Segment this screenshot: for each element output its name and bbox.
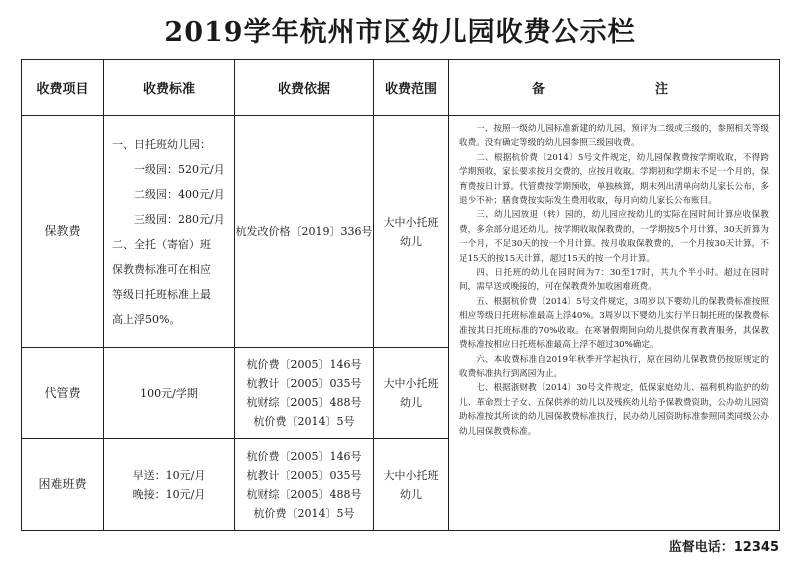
hotline-text: 监督电话：12345 xyxy=(668,540,779,555)
note-paragraph: 四、日托班的幼儿在园时间为7：30至17时，共九个半小时。超过在园时间，需早送或晚接的，可在保教费外加收困难班费。 xyxy=(459,268,769,293)
note-paragraph: 五、根据杭价费〔2014〕5号文件规定，3周岁以下婴幼儿的保教费标准按照相应等级日托班标准最高上浮40%。3周岁以下婴幼儿实行半日制托班的保教费标准按其日托班标准的70%收取。在寒暑假期间向幼儿提供保育教育服务，其保教费标准按相应日托班标准最高上浮不超过30%确定。 xyxy=(459,296,769,351)
scope-line: 大中小托班 xyxy=(383,215,439,229)
basis-line: 杭价费〔2005〕146号 xyxy=(246,358,362,371)
standard-line: 100元/学期 xyxy=(140,386,198,400)
basis-line: 杭价费〔2005〕146号 xyxy=(246,449,362,463)
note-paragraph: 六、本收费标准自2019年秋季开学起执行，原在园幼儿保教费仍按原规定的收费标准执行到离园为止。 xyxy=(459,354,769,379)
header-scope: 收费范围 xyxy=(374,60,449,116)
fee-basis-cell xyxy=(235,439,374,531)
header-item: 收费项目 xyxy=(22,60,104,116)
standard-line: 二、全托（寄宿）班 xyxy=(112,237,211,251)
basis-line: 杭发改价格〔2019〕336号 xyxy=(235,225,373,238)
header-standard: 收费标准 xyxy=(104,60,235,116)
scope-line: 大中小托班 xyxy=(383,377,439,390)
fee-basis-cell xyxy=(235,116,374,348)
fee-standard-cell xyxy=(104,439,235,531)
note-paragraph: 七、根据浙财教〔2014〕30号文件规定，低保家庭幼儿、福利机构监护的幼儿、革命烈士子女、五保供养的幼儿以及残疾幼儿给予保教费资助，公办幼儿园资助标准按其所读的幼儿园保教费标准执行，民办幼儿园资助标准参照同类同级公办幼儿园保教费标准。 xyxy=(459,383,769,437)
table-row xyxy=(22,116,780,348)
standard-line: 二级园：400元/月 xyxy=(134,187,225,201)
standard-line: 一级园：520元/月 xyxy=(134,162,225,176)
basis-line: 杭教计〔2005〕035号 xyxy=(246,468,362,482)
standard-line: 一、日托班幼儿园： xyxy=(112,137,211,151)
header-basis: 收费依据 xyxy=(235,60,374,116)
fee-item-cell: 困难班费 xyxy=(22,439,104,531)
basis-line: 杭财综〔2005〕488号 xyxy=(246,487,362,501)
scope-line: 幼儿 xyxy=(400,396,422,409)
standard-line: 晚接：10元/月 xyxy=(132,487,206,501)
basis-line: 杭财综〔2005〕488号 xyxy=(246,396,362,409)
scope-line: 幼儿 xyxy=(400,234,422,248)
fee-item-cell: 保教费 xyxy=(22,116,104,348)
standard-line: 三级园：280元/月 xyxy=(134,212,225,226)
fee-scope-cell xyxy=(374,439,449,531)
basis-line: 杭教计〔2005〕035号 xyxy=(246,377,362,390)
note-paragraph: 二、根据杭价费〔2014〕5号文件规定，幼儿园保教费按学期收取，不得跨学期预收，家长要求按月交费的，应按月收取。学期初和学期末不足一个月的，保育费按日计算。代管费按学期预收，单独核算，期末列出清单向幼儿家长公布，多退少不补；膳食费按实际发生费用收取，每月向幼儿家长公布账目。 xyxy=(459,152,769,207)
standard-line: 高上浮50%。 xyxy=(112,312,181,326)
basis-line: 杭价费〔2014〕5号 xyxy=(253,506,355,520)
header-row xyxy=(22,60,780,116)
fee-standard-cell xyxy=(104,348,235,439)
note-paragraph: 一、按照一级幼儿园标准新建的幼儿园，预评为二级或三级的，参照相关等级收费。没有确定等级的幼儿园参照三级园收费。 xyxy=(459,124,769,149)
fee-scope-cell xyxy=(374,116,449,348)
fee-basis-cell xyxy=(235,348,374,439)
fee-scope-cell xyxy=(374,348,449,439)
fee-standard-cell xyxy=(104,116,235,348)
page-title: 2019学年杭州市区幼儿园收费公示栏 xyxy=(164,17,636,48)
standard-line: 等级日托班标准上最 xyxy=(112,287,211,301)
scope-line: 大中小托班 xyxy=(383,468,439,482)
basis-line: 杭价费〔2014〕5号 xyxy=(253,415,355,428)
standard-line: 保教费标准可在相应 xyxy=(112,262,211,276)
note-paragraph: 三、幼儿园放退（转）园的，幼儿园应按幼儿的实际在园时间计算应收保教费，多余部分退还幼儿。按学期收取保教费的，一学期按5个月计算，30天折算为一个月，不足30天的按一个月计算。按月收取保教费的，一个月按30天计算，不足15天的按15天计算，超过15天的按一个月计算。 xyxy=(459,210,769,264)
header-notes: 备 注 xyxy=(449,60,780,116)
standard-line: 早送：10元/月 xyxy=(132,468,206,482)
fee-item-cell: 代管费 xyxy=(22,348,104,439)
notes-cell xyxy=(449,116,780,531)
scope-line: 幼儿 xyxy=(400,487,422,501)
fee-table xyxy=(21,59,780,531)
